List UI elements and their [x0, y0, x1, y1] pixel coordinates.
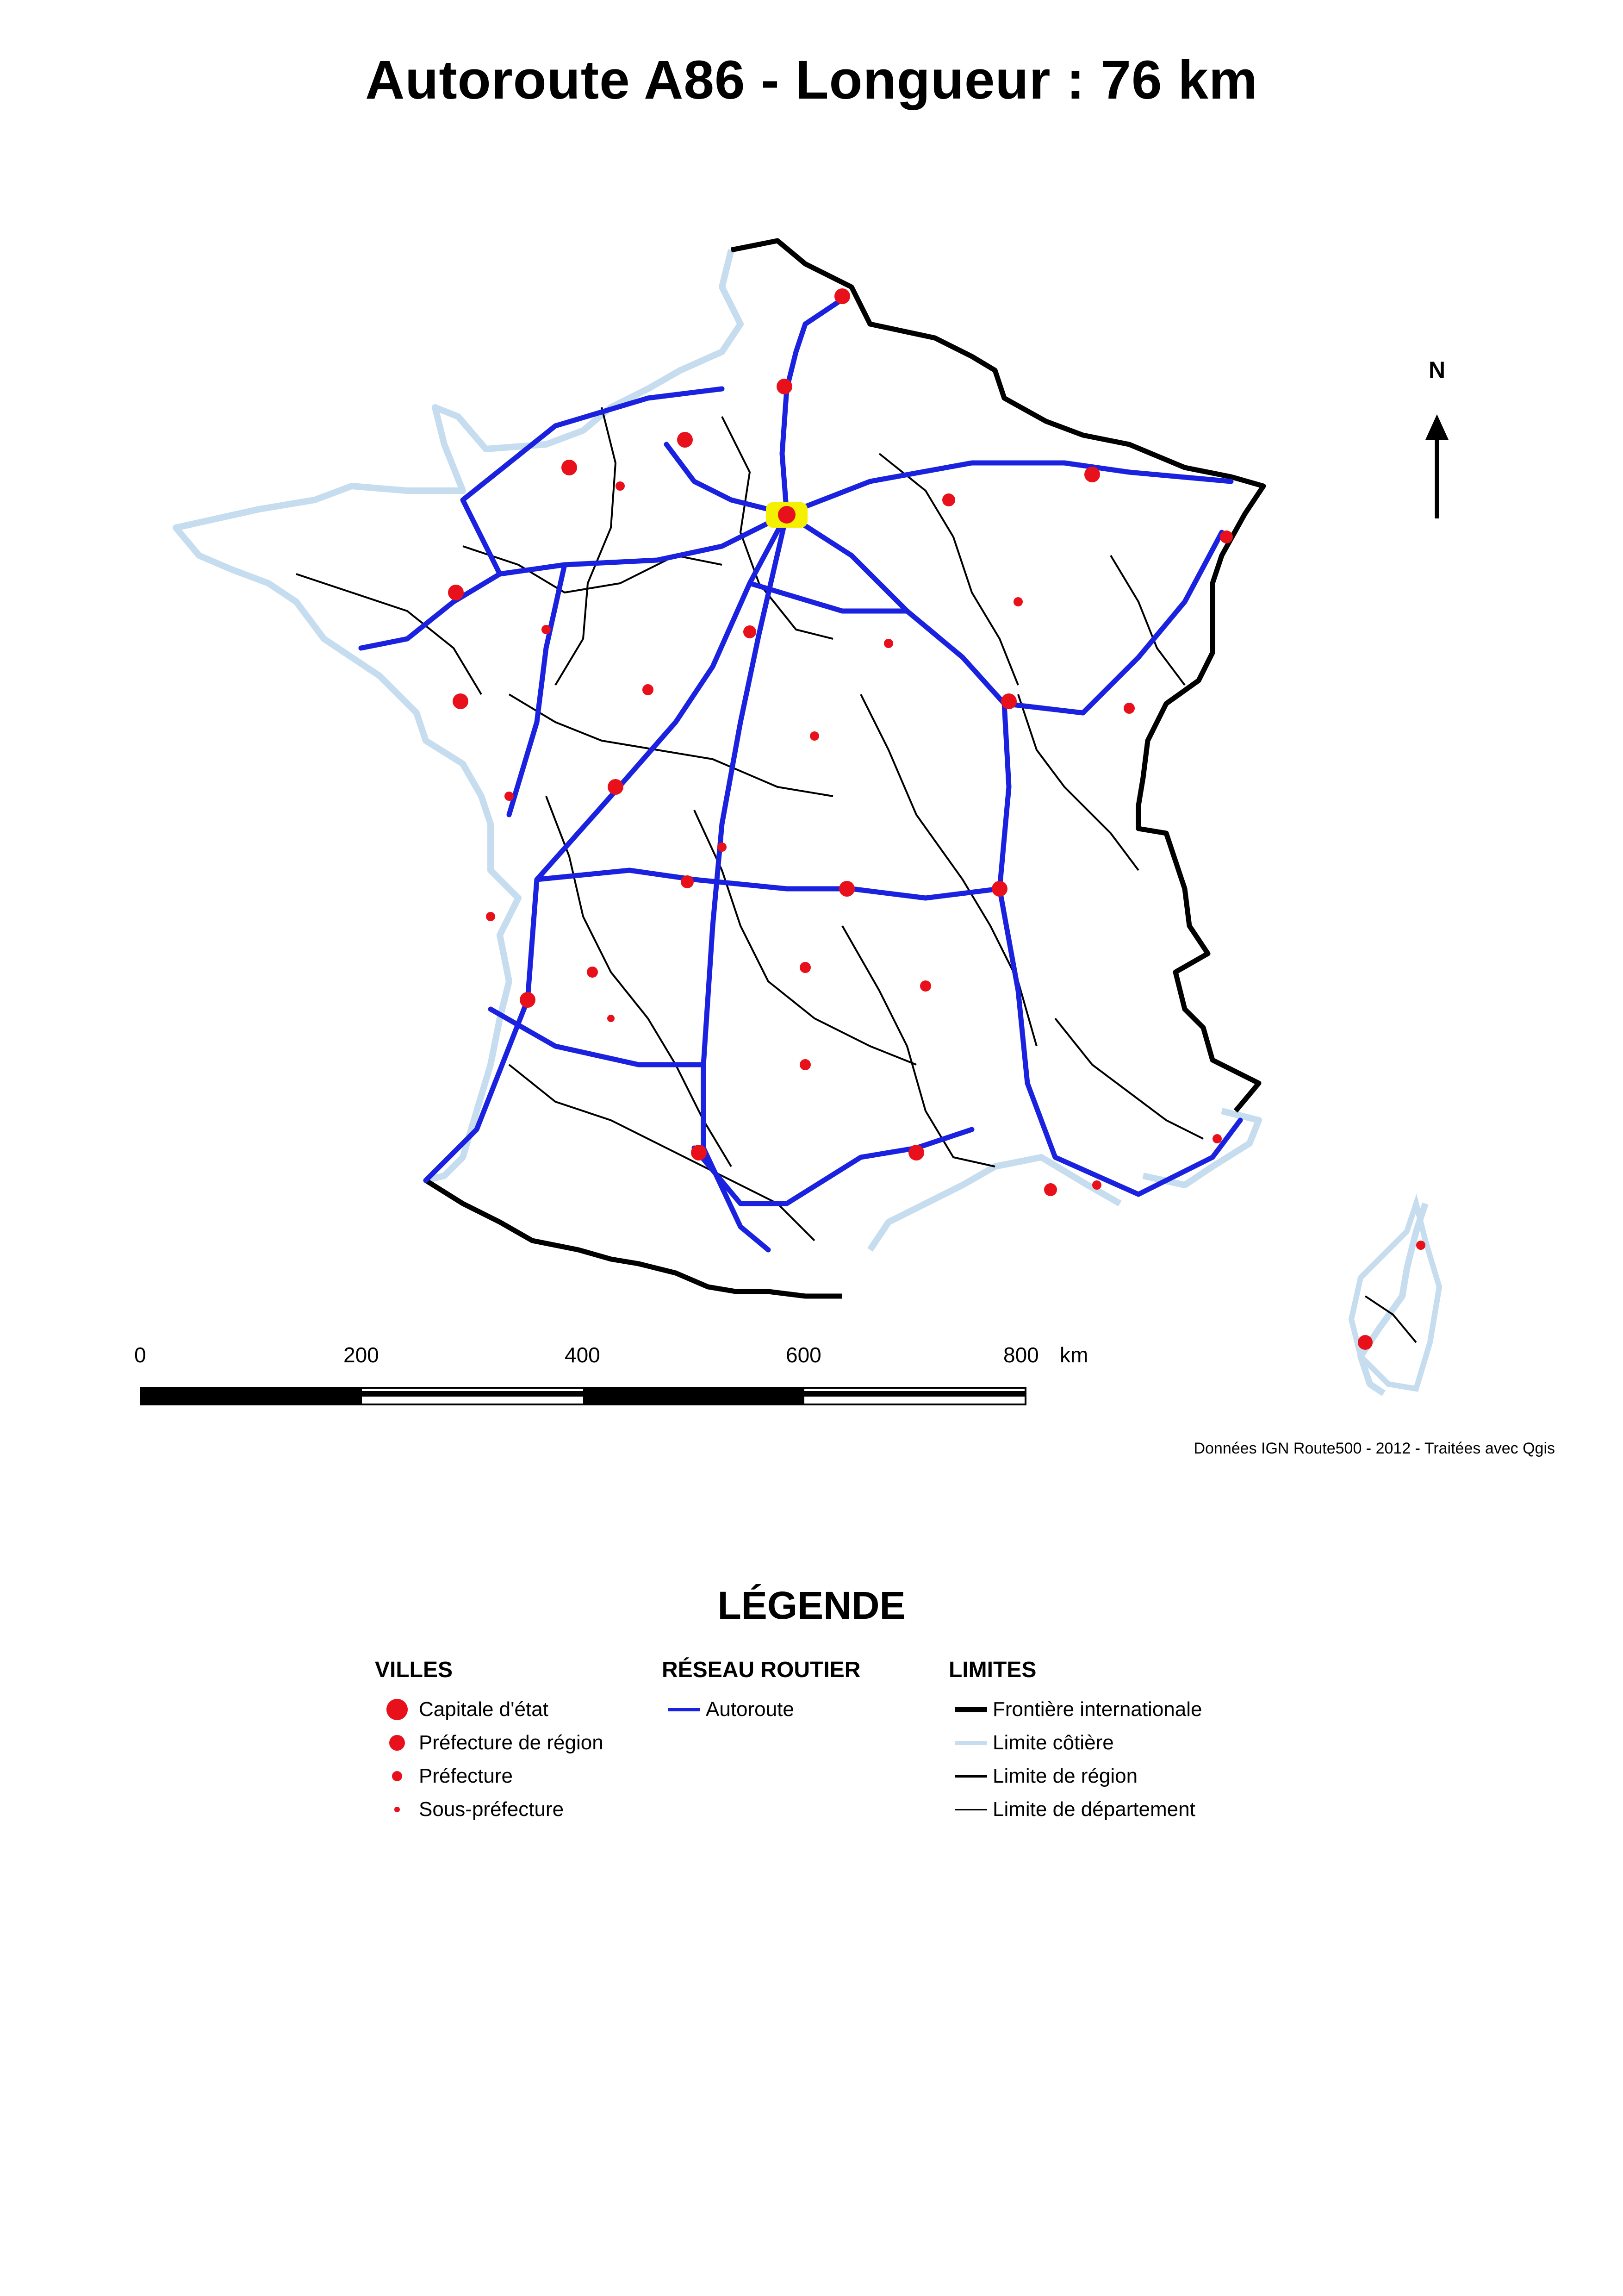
coastline	[176, 250, 1425, 1393]
north-arrow-icon	[1425, 414, 1449, 518]
capital-symbol-icon	[386, 1699, 408, 1720]
international-border-symbol-icon	[955, 1707, 987, 1712]
legend-label: Préfecture de région	[419, 1731, 603, 1754]
legend-villes	[375, 1657, 603, 1826]
region-prefecture-symbol-icon	[389, 1735, 405, 1751]
legend-item	[375, 1759, 603, 1793]
coastline-symbol-icon	[955, 1741, 987, 1745]
region-limit-symbol-icon	[955, 1775, 987, 1778]
legend-item	[949, 1726, 1202, 1759]
department-limit-symbol-icon	[955, 1809, 987, 1810]
legend-item	[949, 1693, 1202, 1726]
map-title: Autoroute A86 - Longueur : 76 km	[365, 50, 1258, 111]
scale-tick: 800	[1003, 1343, 1039, 1367]
prefecture-symbol-icon	[392, 1771, 402, 1781]
legend-item	[375, 1693, 603, 1726]
legend-reseau	[662, 1657, 860, 1726]
scale-tick: 400	[565, 1343, 600, 1367]
legend-title: LÉGENDE	[717, 1584, 906, 1627]
legend-label: Autoroute	[706, 1698, 794, 1721]
legend-label: Limite côtière	[993, 1731, 1114, 1754]
scale-tick: 200	[343, 1343, 379, 1367]
legend-label: Limite de région	[993, 1765, 1138, 1787]
legend-limites-heading: LIMITES	[949, 1658, 1037, 1682]
motorway-symbol-icon	[668, 1708, 700, 1711]
legend-limites	[949, 1657, 1202, 1826]
cities	[448, 288, 1425, 1350]
scale-tick: 0	[134, 1343, 146, 1367]
international-border	[426, 241, 1263, 1296]
legend-item	[662, 1693, 860, 1726]
scale-bar	[141, 1388, 1026, 1404]
corsica	[1351, 1204, 1439, 1389]
legend-label: Capitale d'état	[419, 1698, 548, 1721]
legend-label: Frontière internationale	[993, 1698, 1202, 1721]
legend-item	[949, 1759, 1202, 1793]
scale-unit: km	[1060, 1343, 1088, 1367]
legend-item	[949, 1793, 1202, 1826]
data-credit: Données IGN Route500 - 2012 - Traitées avec Qgis	[1194, 1440, 1555, 1457]
legend-reseau-heading: RÉSEAU ROUTIER	[662, 1658, 861, 1682]
north-indicator	[1412, 356, 1462, 383]
scale-tick: 600	[786, 1343, 821, 1367]
legend-label: Sous-préfecture	[419, 1798, 564, 1821]
legend-label: Limite de département	[993, 1798, 1195, 1821]
legend-villes-heading: VILLES	[375, 1658, 453, 1682]
capital-dot	[778, 506, 796, 524]
sub-prefecture-symbol-icon	[394, 1807, 400, 1812]
legend-item	[375, 1726, 603, 1759]
north-label: N	[1428, 357, 1446, 383]
legend-item	[375, 1793, 603, 1826]
legend-label: Préfecture	[419, 1765, 513, 1787]
